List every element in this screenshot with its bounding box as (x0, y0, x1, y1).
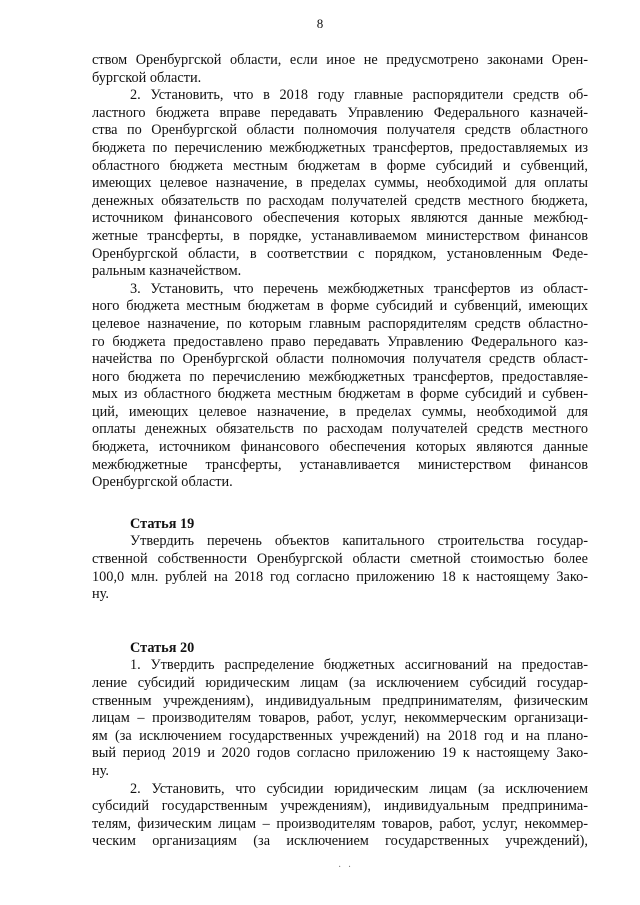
paragraph-clause-2 (92, 87, 588, 281)
paragraph-clause-3 (92, 281, 588, 492)
text-line: ну. (92, 586, 109, 603)
paragraph-continuation (92, 52, 588, 87)
scan-speck: · · (338, 862, 354, 873)
text-line: ральным казначейством. (92, 263, 242, 280)
paragraph-article-19 (92, 533, 588, 603)
paragraph-article-20-clause-2 (92, 781, 588, 851)
text-line: жетные трансферты, в порядке, устанавливаемом министерством финансов (92, 227, 588, 244)
text-line: телям, физическим лицам – производителям товаров, работ, услуг, некоммер- (92, 815, 588, 832)
paragraph-article-20-clause-1 (92, 657, 588, 780)
text-line: Утвердить перечень объектов капитального строительства государ- (130, 533, 588, 550)
text-line: 2. Установить, что субсидии юридическим лицам (за исключением (130, 780, 588, 797)
text-line: областного бюджета местным бюджетам в форме субсидий и субвенций, (92, 157, 588, 174)
text-line: начейства по Оренбургской области полномочия получателя средств област- (92, 351, 588, 368)
text-line: имеющих целевое назначение, в пределах суммы, необходимой для оплаты (92, 175, 588, 192)
text-line: Оренбургской области, в соответствии с порядком, установленным Феде- (92, 245, 588, 262)
text-line: межбюджетные трансферты, устанавливается министерством финансов (92, 456, 588, 473)
text-line: ственной собственности Оренбургской области сметной стоимостью более (92, 551, 588, 568)
text-line: ление субсидий юридическим лицам (за исключением субсидий государ- (92, 675, 588, 691)
text-line: оплаты денежных обязательств по расходам получателей средств местного (92, 421, 588, 438)
text-line: ций, имеющих целевое назначение, в пределах суммы, необходимой для (92, 403, 588, 420)
text-line: бургской области. (92, 69, 202, 86)
text-line: лицам – производителям товаров, работ, услуг, некоммерческим организаци- (92, 710, 588, 727)
text-line: вый период 2019 и 2020 годов согласно приложению 19 к настоящему Зако- (92, 745, 588, 762)
text-line: целевое назначение, по которым главным распорядителям средств областно- (92, 315, 588, 332)
document-body (92, 52, 588, 851)
text-line: 3. Установить, что перечень межбюджетных трансфертов из област- (130, 280, 588, 297)
text-line: 1. Утвердить распределение бюджетных ассигнований на предостав- (130, 657, 588, 674)
text-line: ного бюджета местным бюджетам в форме субсидий и субвенций, имеющих (92, 298, 588, 315)
text-line: денежных обязательств по расходам получателей средств местного бюджета, (92, 192, 588, 209)
text-line: ства по Оренбургской области полномочия получателя средств областного (92, 122, 588, 139)
page-number: 8 (316, 16, 324, 31)
text-line: источником финансового обеспечения которых являются данные межбюд- (92, 210, 588, 227)
text-line: 2. Установить, что в 2018 году главные распорядители средств об- (130, 87, 588, 104)
text-line: ластного бюджета вправе передавать Управлению Федерального казначей- (92, 104, 588, 121)
text-line: ну. (92, 762, 109, 779)
text-line: ного бюджета по перечислению межбюджетных трансфертов, предоставляе- (92, 368, 588, 385)
text-line: 100,0 млн. рублей на 2018 год согласно приложению 18 к настоящему Зако- (92, 568, 588, 585)
text-line: мых из областного бюджета местным бюджетам в форме субсидий и субвен- (92, 386, 588, 403)
text-line: ческим организациям (за исключением государственных учреждений), (92, 833, 588, 850)
text-line: ям (за исключением государственных учреждений) на 2018 год и на плано- (92, 727, 588, 744)
text-line: го бюджета предоставлено право передавать Управлению Федерального каз- (92, 333, 588, 350)
text-line: субсидий государственным учреждениям), индивидуальным предпринима- (92, 798, 588, 815)
text-line: Оренбургской области. (92, 474, 233, 491)
text-line: бюджета по перечислению межбюджетных трансфертов, предоставляемых из (92, 139, 588, 156)
text-line: ством Оренбургской области, если иное не предусмотрено законами Орен- (92, 52, 588, 68)
article-heading-20: Статья 20 (130, 639, 195, 656)
text-line: бюджета, источником финансового обеспечения которых являются данные (92, 439, 588, 456)
text-line: ственным учреждениям), индивидуальным предпринимателям, физическим (92, 692, 588, 709)
article-heading-19: Статья 19 (130, 515, 195, 532)
